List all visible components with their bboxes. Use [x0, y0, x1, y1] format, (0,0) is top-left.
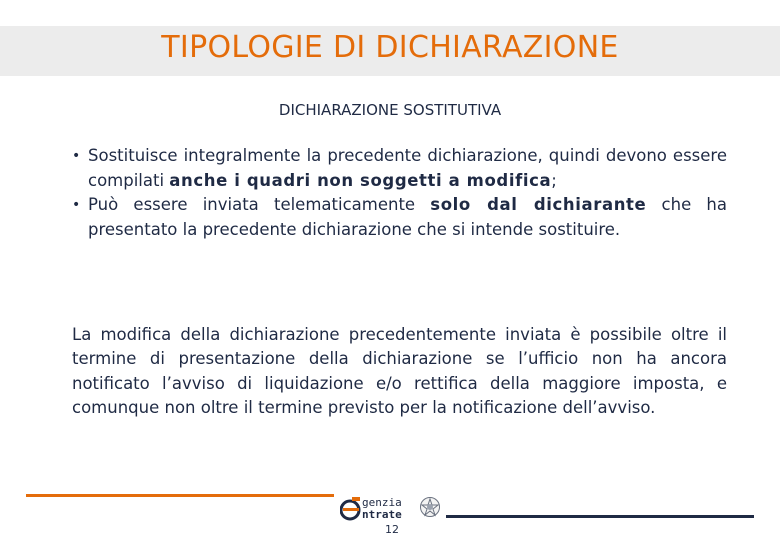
bullet-text: Sostituisce integralmente la precedente dichiarazione, quindi devono essere compilati — [88, 146, 727, 190]
agenzia-entrate-logo — [340, 495, 452, 525]
logo-text-line2: ntrate — [362, 508, 402, 521]
body-paragraph: La modifica della dichiarazione precedentemente inviata è possibile oltre il termine di presentazione della dichiarazione se l’ufficio non ha ancora notificato l’avviso di liquidazione e/o rettifica della maggiore imposta, e comunque non oltre il termine previsto per la notificazione dell’avviso. — [72, 325, 727, 417]
bullet-emphasis: anche i quadri non soggetti a modifica — [169, 170, 552, 190]
footer-accent-line — [26, 494, 334, 497]
section-subtitle: DICHIARAZIONE SOSTITUTIVA — [278, 101, 502, 119]
bullet-text: Può essere inviata telematicamente — [88, 195, 431, 214]
footer-dark-line — [446, 515, 754, 518]
italian-republic-emblem-icon — [419, 495, 441, 519]
bullet-text-end: ; — [551, 170, 557, 190]
page-number: 12 — [385, 523, 399, 536]
page-title: TIPOLOGIE DI DICHIARAZIONE — [161, 30, 619, 65]
bullet-marker: • — [72, 197, 81, 213]
bullet-item — [72, 193, 727, 242]
bullet-list — [72, 144, 727, 242]
bullet-text-end: che ha presentato la precedente dichiarazione che si intende sostituire. — [88, 195, 727, 239]
bullet-emphasis: solo dal dichiarante — [430, 195, 647, 214]
agenzia-entrate-logo-icon — [340, 495, 362, 523]
bullet-item — [72, 144, 727, 193]
bullet-marker: • — [72, 148, 81, 164]
logo-text-line1: genzia — [362, 496, 402, 509]
